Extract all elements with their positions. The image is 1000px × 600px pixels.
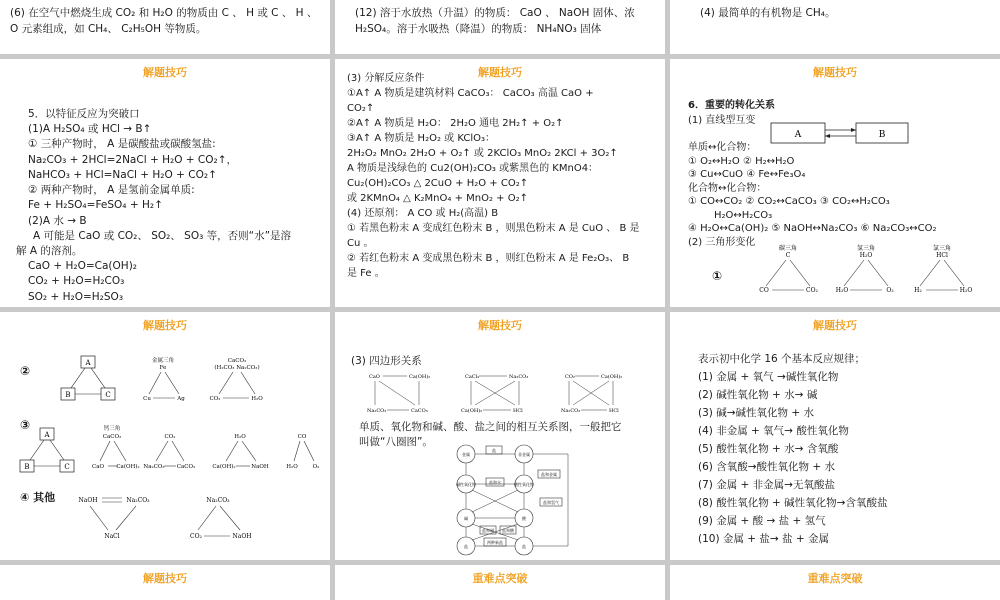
text-line: (1)A H₂SO₄ 或 HCl → B↑ (28, 123, 152, 136)
svg-text:CaO: CaO (369, 374, 380, 380)
slide-header: 解题技巧 (143, 66, 187, 79)
text-line: (6) 含氧酸→酸性氧化物 + 水 (698, 461, 835, 474)
svg-text:CaCl₂: CaCl₂ (465, 374, 480, 380)
slide-top-left[interactable] (0, 0, 330, 54)
svg-text:C: C (105, 391, 111, 399)
svg-text:H₂: H₂ (914, 287, 922, 294)
svg-text:盐和酸: 盐和酸 (502, 528, 514, 533)
svg-text:NaOH: NaOH (232, 533, 252, 540)
triangle-diagrams (758, 242, 988, 298)
text-line: ① 若黑色粉末 A 变成红色粉末 B ，则黑色粉末 A 是 CuO 、 B 是 (347, 223, 640, 234)
svg-text:CaCO₃: CaCO₃ (411, 408, 428, 414)
slide-top-right[interactable] (670, 0, 1000, 54)
text-line: ④ H₂O↔Ca(OH)₂ ⑤ NaOH↔Na₂CO₃ ⑥ Na₂CO₃↔CO₂ (688, 223, 937, 234)
svg-text:碳三角: 碳三角 (778, 245, 798, 252)
svg-text:A: A (85, 359, 91, 367)
slide-header: 重难点突破 (807, 572, 863, 585)
svg-text:Fe: Fe (159, 365, 167, 371)
svg-text:CO: CO (759, 287, 769, 294)
quad-1 (367, 373, 430, 414)
svg-text:H₂O: H₂O (835, 287, 849, 294)
text-line: 单质、氧化物和碱、酸、盐之间的相互关系图，一般把它 (359, 421, 622, 433)
svg-text:CaCO₃: CaCO₃ (102, 434, 122, 440)
slide-r2-mid[interactable] (335, 312, 665, 560)
text-line: A 可能是 CaO 或 CO₂、 SO₂、 SO₃ 等，否则“水”是溶 (33, 229, 292, 242)
svg-text:CaO: CaO (92, 464, 104, 470)
text-line: 化合物↔化合物： (688, 182, 767, 194)
svg-text:钙三角: 钙三角 (103, 426, 121, 432)
slide-header: 解题技巧 (143, 572, 187, 585)
slide-header: 解题技巧 (478, 319, 522, 332)
svg-text:Ca(OH)₂: Ca(OH)₂ (461, 408, 483, 414)
svg-text:H₂O: H₂O (251, 396, 263, 402)
text-line: ① 三种产物时， A 是碳酸盐或碳酸氢盐: (28, 138, 216, 151)
text-line: ③A↑ A 物质是 H₂O₂ 或 KClO₃： (347, 133, 495, 144)
svg-text:Ca(OH)₂: Ca(OH)₂ (116, 464, 140, 470)
svg-text:酸性氧化物: 酸性氧化物 (514, 482, 534, 487)
slide-r2-right[interactable] (670, 312, 1000, 560)
svg-text:H₂O: H₂O (959, 287, 973, 294)
svg-text:CO₂: CO₂ (164, 434, 176, 440)
text-line: (4) 最简单的有机物是 CH₄。 (700, 7, 836, 19)
svg-text:H₂O: H₂O (286, 464, 298, 470)
svg-text:Na₂CO₃: Na₂CO₃ (561, 408, 581, 414)
svg-text:H₂O: H₂O (859, 252, 873, 259)
svg-text:O₂: O₂ (312, 464, 320, 470)
carbon-triangle (759, 244, 818, 294)
svg-text:C: C (64, 463, 70, 471)
svg-text:金属三角: 金属三角 (151, 358, 175, 364)
other-diagrams (70, 492, 320, 554)
eight-circle-diagram (450, 442, 580, 558)
text-line: (2)A 水 → B (28, 214, 87, 227)
slide-header: 解题技巧 (143, 319, 187, 332)
slide-header: 解题技巧 (813, 319, 857, 332)
svg-text:Cu: Cu (143, 396, 151, 402)
text-line: 2H₂O₂ MnO₂ 2H₂O + O₂↑ 或 2KClO₃ MnO₂ 2KCl + 3O₂↑ (347, 148, 618, 159)
svg-text:NaOH: NaOH (78, 497, 98, 504)
text-line: CO₂ + H₂O=H₂CO₃ (28, 275, 125, 288)
svg-text:Na₂CO₃: Na₂CO₃ (509, 374, 529, 380)
text-line: ①A↑ A 物质是建筑材料 CaCO₃： CaCO₃ 高温 CaO + (347, 88, 594, 99)
text-line: (6) 在空气中燃烧生成 CO₂ 和 H₂O 的物质由 C 、 H 或 C 、 H 、 (10, 7, 318, 19)
text-line: 表示初中化学 16 个基本反应规律； (698, 353, 866, 365)
text-line: (5) 酸性氧化物 + 水→ 含氧酸 (698, 443, 839, 456)
text-line: NaHCO₃ + HCl=NaCl + H₂O + CO₂↑ (28, 168, 217, 181)
quad-diagrams (365, 370, 660, 416)
triangle-diagram-2 (55, 352, 325, 412)
quad-2 (461, 374, 528, 414)
circle-label-1: ① (712, 269, 723, 283)
svg-text:Na₂CO₃: Na₂CO₃ (143, 464, 165, 470)
text-line: (4) 非金属 + 氧气→ 酸性氧化物 (698, 425, 849, 438)
svg-text:CaCO₃: CaCO₃ (176, 464, 196, 470)
svg-text:CO₂: CO₂ (806, 287, 818, 294)
svg-text:盐: 盐 (464, 544, 468, 549)
slide-r3-left[interactable] (0, 565, 330, 600)
svg-text:盐和碱: 盐和碱 (482, 528, 494, 533)
text-line: Fe + H₂SO₄=FeSO₄ + H₂↑ (28, 199, 163, 212)
text-line: (10) 金属 + 盐→ 盐 + 金属 (698, 533, 829, 546)
svg-text:Ca(OH)₂: Ca(OH)₂ (409, 374, 431, 380)
text-line: 或 2KMnO₄ △ K₂MnO₄ + MnO₂ + O₂↑ (347, 193, 528, 204)
svg-text:B: B (24, 463, 30, 471)
text-line: 单质↔化合物： (688, 142, 757, 153)
box-a-label: A (794, 130, 802, 140)
text-line: Cu 。 (347, 238, 374, 249)
slide-r1-right[interactable] (670, 59, 1000, 307)
svg-text:盐: 盐 (492, 448, 496, 453)
text-line: ②A↑ A 物质是 H₂O： 2H₂O 通电 2H₂↑ + O₂↑ (347, 118, 564, 129)
label-2: ② (20, 364, 31, 378)
svg-text:CO₂: CO₂ (209, 396, 221, 402)
text-line: (1) 直线型互变 (688, 114, 756, 126)
text-line: H₂O↔H₂CO₃ (714, 209, 773, 221)
box-b-label: B (878, 130, 886, 140)
text-line: (3) 碱→碱性氧化物 + 水 (698, 407, 814, 420)
text-line: Cu₂(OH)₂CO₃ △ 2CuO + H₂O + CO₂↑ (347, 178, 529, 189)
svg-text:碱性氧化物: 碱性氧化物 (456, 482, 476, 487)
text-line: (3) 分解反应条件 (347, 73, 425, 84)
text-line: 叫做“八圈图”。 (359, 436, 433, 449)
svg-text:CO₂: CO₂ (190, 533, 202, 540)
svg-text:H₂O: H₂O (234, 434, 246, 440)
section-title: 6．重要的转化关系 (688, 100, 775, 111)
svg-text:Na₂CO₃: Na₂CO₃ (367, 408, 387, 414)
slide-r3-right[interactable] (670, 565, 1000, 600)
slide-r1-left[interactable] (0, 59, 330, 307)
svg-text:C: C (785, 252, 791, 259)
text-line: H₂SO₄。溶于水吸热（降温）的物质： NH₄NO₃ 固体 (355, 22, 602, 35)
text-line: (9) 金属 + 酸 → 盐 + 氢气 (698, 515, 826, 528)
svg-text:HCl: HCl (513, 408, 523, 414)
triangle-diagram-3 (14, 424, 324, 484)
subheading: (3) 四边形关系 (351, 355, 422, 367)
label-3: ③ (20, 418, 31, 432)
chlorine-triangle (914, 244, 972, 294)
slide-header: 解题技巧 (813, 66, 857, 79)
text-line: (12) 溶于水放热（升温）的物质： CaO 、 NaOH 固体、浓 (355, 7, 635, 19)
text-line: (1) 金属 + 氧气 →碱性氧化物 (698, 371, 839, 384)
text-line: A 物质是浅绿色的 Cu2(OH)₂CO₃ 或紫黑色的 KMnO4： (347, 163, 599, 174)
slide-r3-mid[interactable] (335, 565, 665, 600)
text-line: ③ Cu↔CuO ④ Fe↔Fe₃O₄ (688, 169, 806, 180)
svg-text:Na₂CO₃: Na₂CO₃ (126, 497, 150, 504)
svg-text:Na₂CO₃: Na₂CO₃ (206, 497, 230, 504)
svg-text:O₂: O₂ (886, 287, 894, 294)
text-line: (8) 酸性氧化物 + 碱性氧化物→含氧酸盐 (698, 497, 888, 510)
text-line: ② 若红色粉末 A 变成黑色粉末 B ，则红色粉末 A 是 Fe₂O₃、 B (347, 253, 630, 264)
svg-text:两种新盐: 两种新盐 (487, 540, 503, 545)
svg-text:HCl: HCl (936, 252, 948, 259)
svg-text:盐和水: 盐和水 (489, 480, 501, 485)
hydrogen-triangle (836, 244, 895, 294)
svg-text:碱: 碱 (464, 516, 468, 521)
svg-text:金属: 金属 (462, 452, 470, 457)
svg-text:HCl: HCl (609, 408, 619, 414)
svg-text:酸: 酸 (522, 516, 526, 521)
slide-r2-left[interactable] (0, 312, 330, 560)
svg-text:盐: 盐 (522, 544, 526, 549)
text-line: (2) 三角形变化 (688, 236, 756, 248)
text-line: ① CO↔CO₂ ② CO₂↔CaCO₃ ③ CO₂↔H₂CO₃ (688, 196, 890, 207)
text-line: (4) 还原剂： A CO 或 H₂(高温) B (347, 208, 499, 219)
svg-text:CaCO₃: CaCO₃ (227, 358, 247, 364)
text-line: (2) 碱性氧化物 + 水→ 碱 (698, 389, 818, 402)
svg-text:B: B (65, 391, 71, 399)
text-line: SO₂ + H₂O=H₂SO₃ (28, 290, 124, 303)
text-line: CaO + H₂O=Ca(OH)₂ (28, 260, 137, 273)
svg-text:盐和金属: 盐和金属 (541, 472, 557, 477)
svg-text:Ca(OH)₂: Ca(OH)₂ (212, 464, 236, 470)
svg-text:Ca(OH)₂: Ca(OH)₂ (601, 374, 623, 380)
svg-text:CO₂: CO₂ (565, 374, 575, 380)
quad-3 (561, 373, 622, 414)
svg-text:非金属: 非金属 (518, 452, 530, 457)
text-line: (7) 金属 + 非金属→无氧酸盐 (698, 479, 835, 492)
text-line: O 元素组成，如 CH₄、 C₂H₅OH 等物质。 (10, 22, 207, 35)
svg-text:A: A (44, 431, 50, 439)
svg-text:Ag: Ag (177, 396, 185, 402)
svg-text:NaOH: NaOH (251, 464, 269, 470)
text-line: 5．以特征反应为突破口 (28, 108, 140, 120)
slide-r1-mid[interactable] (335, 59, 665, 307)
text-line: ② 两种产物时， A 是氢前金属单质: (28, 184, 195, 197)
slide-header: 重难点突破 (472, 572, 528, 585)
label-4: ④ 其他 (20, 491, 56, 504)
text-line: Na₂CO₃ + 2HCl=2NaCl + H₂O + CO₂↑， (28, 153, 238, 166)
slide-top-mid[interactable] (335, 0, 665, 54)
svg-text:氯三角: 氯三角 (932, 245, 952, 252)
text-line: ① O₂↔H₂O ② H₂↔H₂O (688, 155, 795, 167)
svg-text:NaCl: NaCl (104, 533, 120, 540)
svg-text:氢三角: 氢三角 (856, 245, 876, 252)
svg-text:盐和氢气: 盐和氢气 (543, 500, 559, 505)
text-line: 解 A 的溶剂。 (16, 244, 83, 257)
svg-text:(H₂CO₃ Na₂CO₃): (H₂CO₃ Na₂CO₃) (214, 365, 260, 371)
slide-header: 解题技巧 (478, 66, 522, 79)
svg-text:CO: CO (297, 434, 307, 440)
text-line: CO₂↑ (347, 103, 375, 114)
text-line: 是 Fe 。 (347, 268, 385, 279)
